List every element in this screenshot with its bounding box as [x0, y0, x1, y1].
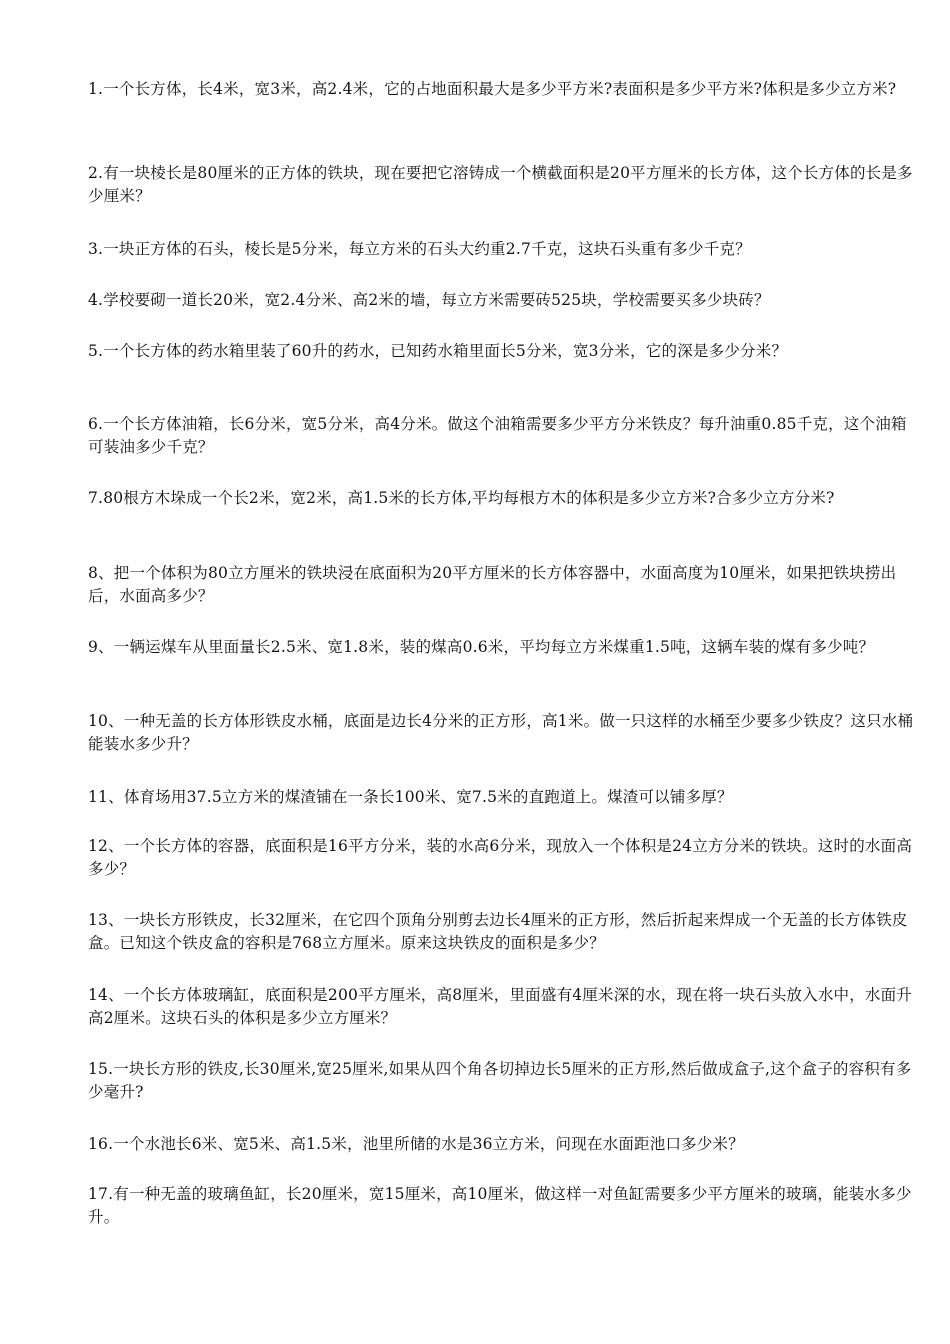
question-5: 5.一个长方体的药水箱里装了60升的药水，已知药水箱里面长5分米，宽3分米，它的深是多少分米？	[88, 342, 788, 360]
question-15: 15.一块长方形的铁皮,长30厘米,宽25厘米,如果从四个角各切掉边长5厘米的正方形,然后做成盒子,这个盒子的容积有多少毫升?	[88, 1060, 912, 1101]
question-4: 4.学校要砌一道长20米，宽2.4分米、高2米的墙，每立方米需要砖525块，学校需要买多少块砖？	[88, 291, 770, 309]
question-12: 12、一个长方体的容器，底面积是16平方分米，装的水高6分米，现放入一个体积是24立方分米的铁块。这时的水面高多少？	[88, 837, 913, 878]
question-8: 8、把一个体积为80立方厘米的铁块浸在底面积为20平方厘米的长方体容器中，水面高度为10厘米，如果把铁块捞出后，水面高多少？	[88, 564, 897, 605]
question-6: 6.一个长方体油箱，长6分米，宽5分米，高4分米。做这个油箱需要多少平方分米铁皮？每升油重0.85千克，这个油箱可装油多少千克？	[88, 415, 907, 456]
question-14: 14、一个长方体玻璃缸，底面积是200平方厘米，高8厘米，里面盛有4厘米深的水，现在将一块石头放入水中，水面升高2厘米。这块石头的体积是多少立方厘米？	[88, 986, 913, 1027]
question-10: 10、一种无盖的长方体形铁皮水桶，底面是边长4分米的正方形，高1米。做一只这样的水桶至少要多少铁皮？这只水桶能装水多少升？	[88, 712, 914, 753]
question-2: 2.有一块棱长是80厘米的正方体的铁块，现在要把它溶铸成一个横截面积是20平方厘米的长方体，这个长方体的长是多少厘米？	[88, 164, 913, 205]
question-13: 13、一块长方形铁皮，长32厘米，在它四个顶角分别剪去边长4厘米的正方形，然后折起来焊成一个无盖的长方体铁皮盒。已知这个铁皮盒的容积是768立方厘米。原来这块铁皮的面积是多少？	[88, 911, 908, 952]
question-7: 7.80根方木垛成一个长2米，宽2米，高1.5米的长方体,平均每根方木的体积是多少立方米?合多少立方分米?	[88, 489, 835, 507]
question-17: 17.有一种无盖的玻璃鱼缸，长20厘米，宽15厘米，高10厘米，做这样一对鱼缸需要多少平方厘米的玻璃，能装水多少升。	[88, 1185, 912, 1226]
question-1: 1.一个长方体，长4米，宽3米，高2.4米，它的占地面积最大是多少平方米?表面积是多少平方米?体积是多少立方米?	[88, 80, 897, 98]
question-3: 3.一块正方体的石头，棱长是5分米，每立方米的石头大约重2.7千克，这块石头重有多少千克？	[88, 240, 751, 258]
question-11: 11、体育场用37.5立方米的煤渣铺在一条长100米、宽7.5米的直跑道上。煤渣可以铺多厚？	[88, 788, 733, 806]
question-9: 9、一辆运煤车从里面量长2.5米、宽1.8米，装的煤高0.6米，平均每立方米煤重1.5吨，这辆车装的煤有多少吨？	[88, 638, 875, 656]
question-16: 16.一个水池长6米、宽5米、高1.5米，池里所储的水是36立方米，问现在水面距池口多少米？	[88, 1135, 744, 1153]
